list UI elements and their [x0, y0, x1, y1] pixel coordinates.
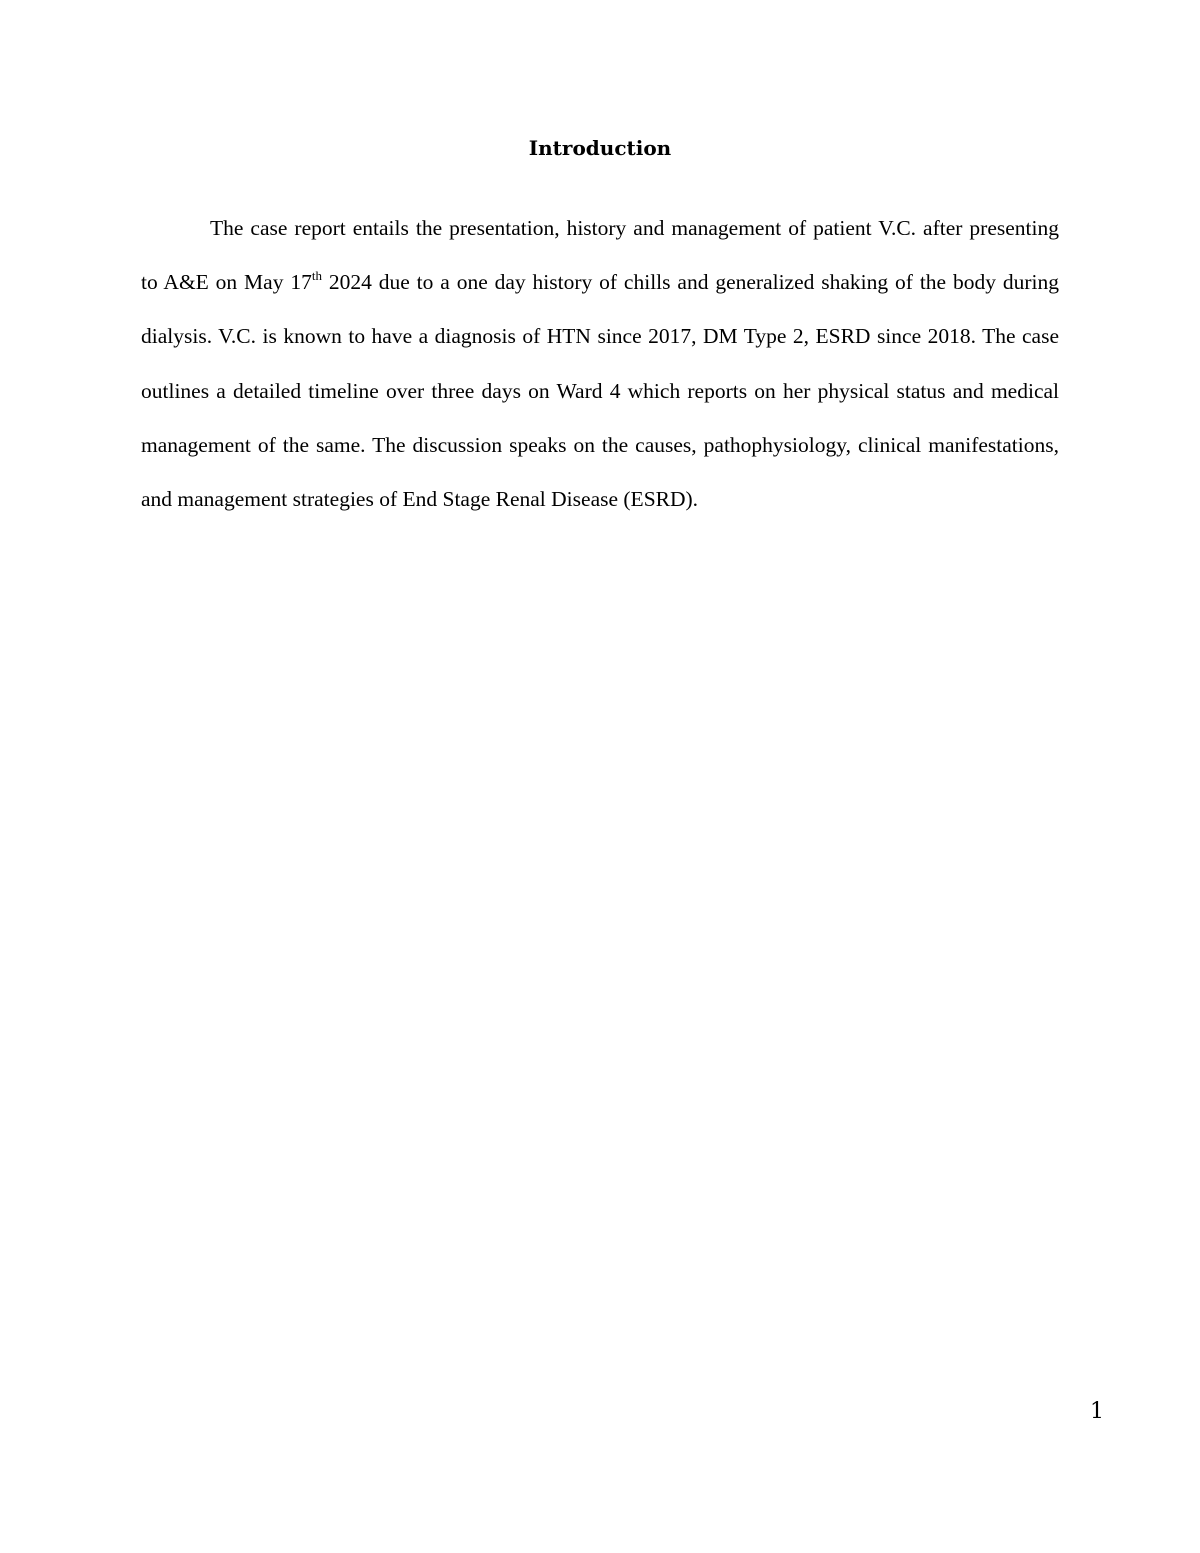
section-heading: Introduction — [528, 136, 672, 160]
page-number: 1 — [1090, 1399, 1104, 1424]
date-ordinal-superscript: th — [311, 268, 322, 284]
paragraph-text-part1: The case report entails the presentation, history and management of patient V.C. after presenting to A&E on May 17 — [141, 216, 1059, 295]
paragraph-text-part2: 2024 due to a one day history of chills and generalized shaking of the body during dialysis. V.C. is known to have a diagnosis of HTN since 2017, DM Type 2, ESRD since 2018. The case outlines a detailed timeline over three days on Ward 4 which reports on her physical status and medical management of the same. The discussion speaks on the causes, pathophysiology, clinical manifestations, and management strategies of End Stage Renal Disease (ESRD). — [141, 270, 1059, 512]
introduction-paragraph — [141, 201, 1059, 526]
